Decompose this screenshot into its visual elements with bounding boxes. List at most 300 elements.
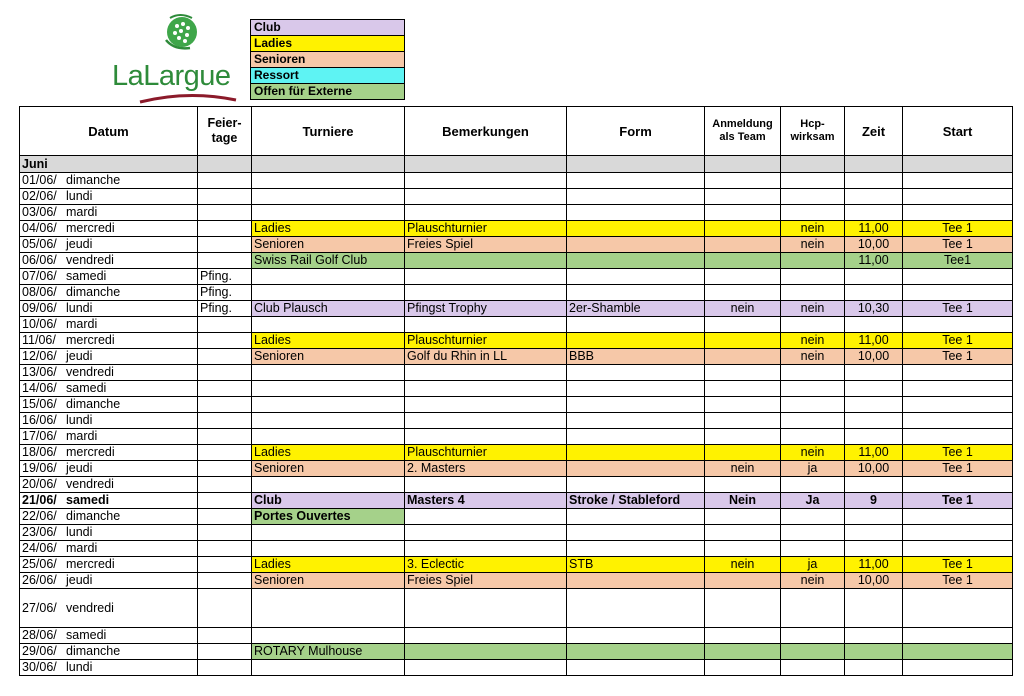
- table-row: [20, 253, 1013, 269]
- hcp-cell: [781, 541, 845, 557]
- hcp-cell: nein: [781, 349, 845, 365]
- start-cell: [903, 628, 1013, 644]
- table-row: [20, 477, 1013, 493]
- bemerkung-cell: 2. Masters: [405, 461, 567, 477]
- date-value: 17/06/: [22, 429, 57, 443]
- bemerkung-cell: [405, 189, 567, 205]
- bemerkung-cell: Pfingst Trophy: [405, 301, 567, 317]
- weekday-value: dimanche: [66, 285, 121, 299]
- form-cell: BBB: [567, 349, 705, 365]
- start-cell: [903, 509, 1013, 525]
- col-header-datum: Datum: [20, 107, 198, 156]
- bemerkung-cell: [405, 269, 567, 285]
- weekday-value: lundi: [66, 301, 93, 315]
- anmeldung-cell: [705, 541, 781, 557]
- col-header-turniere: Turniere: [252, 107, 405, 156]
- hcp-cell: nein: [781, 221, 845, 237]
- date-value: 26/06/: [22, 573, 57, 587]
- turnier-cell: [252, 589, 405, 628]
- turnier-cell: Club: [252, 493, 405, 509]
- date-cell: [20, 589, 198, 628]
- date-cell: [20, 269, 198, 285]
- date-cell: [20, 493, 198, 509]
- date-value: 19/06/: [22, 461, 57, 475]
- form-cell: [567, 525, 705, 541]
- date-value: 10/06/: [22, 317, 57, 331]
- bemerkung-cell: 3. Eclectic: [405, 557, 567, 573]
- turnier-cell: [252, 189, 405, 205]
- zeit-cell: [845, 525, 903, 541]
- table-row: [20, 285, 1013, 301]
- form-cell: [567, 365, 705, 381]
- turnier-cell: Ladies: [252, 557, 405, 573]
- start-cell: Tee1: [903, 253, 1013, 269]
- hcp-cell: [781, 589, 845, 628]
- anmeldung-cell: [705, 333, 781, 349]
- weekday-value: samedi: [66, 628, 107, 642]
- zeit-cell: [845, 365, 903, 381]
- col-header-feiertage: Feier- tage: [198, 107, 252, 156]
- date-cell: [20, 173, 198, 189]
- anmeldung-cell: [705, 317, 781, 333]
- legend-item-club: Club: [251, 20, 405, 36]
- start-cell: [903, 381, 1013, 397]
- bemerkung-cell: [405, 173, 567, 189]
- weekday-value: mardi: [66, 541, 98, 555]
- turnier-cell: Club Plausch: [252, 301, 405, 317]
- start-cell: Tee 1: [903, 493, 1013, 509]
- zeit-cell: [845, 397, 903, 413]
- hcp-cell: [781, 413, 845, 429]
- date-cell: [20, 205, 198, 221]
- weekday-value: dimanche: [66, 644, 121, 658]
- table-row: [20, 445, 1013, 461]
- zeit-cell: [845, 644, 903, 660]
- hcp-cell: ja: [781, 461, 845, 477]
- form-cell: [567, 413, 705, 429]
- col-header-start: Start: [903, 107, 1013, 156]
- zeit-cell: 11,00: [845, 253, 903, 269]
- turnier-cell: [252, 381, 405, 397]
- weekday-value: jeudi: [66, 349, 93, 363]
- table-row: [20, 301, 1013, 317]
- bemerkung-cell: [405, 317, 567, 333]
- hcp-cell: ja: [781, 557, 845, 573]
- table-row: [20, 381, 1013, 397]
- date-cell: [20, 237, 198, 253]
- bemerkung-cell: [405, 541, 567, 557]
- feiertag-cell: [198, 461, 252, 477]
- turnier-cell: [252, 628, 405, 644]
- date-value: 22/06/: [22, 509, 57, 523]
- date-cell: [20, 253, 198, 269]
- bemerkung-cell: Plauschturnier: [405, 221, 567, 237]
- feiertag-cell: [198, 477, 252, 493]
- table-row: [20, 317, 1013, 333]
- date-value: 23/06/: [22, 525, 57, 539]
- date-value: 30/06/: [22, 660, 57, 674]
- bemerkung-cell: [405, 509, 567, 525]
- date-value: 14/06/: [22, 381, 57, 395]
- start-cell: [903, 525, 1013, 541]
- start-cell: [903, 589, 1013, 628]
- turnier-cell: Senioren: [252, 573, 405, 589]
- table-row: [20, 461, 1013, 477]
- bemerkung-cell: [405, 365, 567, 381]
- anmeldung-cell: [705, 205, 781, 221]
- bemerkung-cell: [405, 381, 567, 397]
- anmeldung-cell: [705, 509, 781, 525]
- date-cell: [20, 349, 198, 365]
- zeit-cell: [845, 189, 903, 205]
- bemerkung-cell: [405, 644, 567, 660]
- date-cell: [20, 365, 198, 381]
- date-value: 11/06/: [22, 333, 56, 347]
- zeit-cell: [845, 477, 903, 493]
- zeit-cell: [845, 205, 903, 221]
- zeit-cell: 9: [845, 493, 903, 509]
- hcp-cell: [781, 285, 845, 301]
- feiertag-cell: [198, 525, 252, 541]
- start-cell: [903, 397, 1013, 413]
- hcp-cell: nein: [781, 237, 845, 253]
- legend-item-senioren: Senioren: [251, 52, 405, 68]
- turnier-cell: [252, 397, 405, 413]
- zeit-cell: [845, 628, 903, 644]
- anmeldung-cell: [705, 477, 781, 493]
- date-cell: [20, 317, 198, 333]
- date-cell: [20, 381, 198, 397]
- form-cell: [567, 317, 705, 333]
- date-value: 07/06/: [22, 269, 57, 283]
- form-cell: [567, 221, 705, 237]
- start-cell: [903, 477, 1013, 493]
- weekday-value: mardi: [66, 317, 98, 331]
- zeit-cell: 10,00: [845, 573, 903, 589]
- start-cell: Tee 1: [903, 461, 1013, 477]
- hcp-cell: [781, 525, 845, 541]
- table-row: [20, 397, 1013, 413]
- date-cell: [20, 628, 198, 644]
- weekday-value: dimanche: [66, 173, 121, 187]
- table-row: [20, 541, 1013, 557]
- weekday-value: mercredi: [66, 221, 115, 235]
- start-cell: Tee 1: [903, 573, 1013, 589]
- feiertag-cell: [198, 205, 252, 221]
- anmeldung-cell: [705, 381, 781, 397]
- zeit-cell: 10,00: [845, 461, 903, 477]
- col-header-anmeldung: Anmeldung als Team: [705, 107, 781, 156]
- date-cell: [20, 573, 198, 589]
- date-cell: [20, 301, 198, 317]
- form-cell: 2er-Shamble: [567, 301, 705, 317]
- weekday-value: dimanche: [66, 397, 121, 411]
- hcp-cell: nein: [781, 301, 845, 317]
- anmeldung-cell: [705, 573, 781, 589]
- start-cell: [903, 317, 1013, 333]
- logo-swoosh-icon: [138, 92, 238, 106]
- date-value: 01/06/: [22, 173, 57, 187]
- bemerkung-cell: [405, 413, 567, 429]
- turnier-cell: Ladies: [252, 221, 405, 237]
- weekday-value: dimanche: [66, 509, 121, 523]
- form-cell: [567, 589, 705, 628]
- anmeldung-cell: [705, 221, 781, 237]
- anmeldung-cell: [705, 525, 781, 541]
- date-value: 24/06/: [22, 541, 57, 555]
- feiertag-cell: [198, 333, 252, 349]
- date-cell: [20, 461, 198, 477]
- zeit-cell: [845, 381, 903, 397]
- feiertag-cell: [198, 589, 252, 628]
- date-value: 18/06/: [22, 445, 57, 459]
- weekday-value: samedi: [66, 493, 110, 507]
- weekday-value: vendredi: [66, 365, 114, 379]
- form-cell: [567, 461, 705, 477]
- zeit-cell: [845, 589, 903, 628]
- zeit-cell: 10,00: [845, 237, 903, 253]
- weekday-value: jeudi: [66, 461, 93, 475]
- start-cell: [903, 205, 1013, 221]
- zeit-cell: [845, 509, 903, 525]
- date-cell: [20, 445, 198, 461]
- turnier-cell: Ladies: [252, 333, 405, 349]
- anmeldung-cell: nein: [705, 557, 781, 573]
- bemerkung-cell: Freies Spiel: [405, 573, 567, 589]
- turnier-cell: [252, 477, 405, 493]
- bemerkung-cell: [405, 253, 567, 269]
- date-value: 16/06/: [22, 413, 57, 427]
- bemerkung-cell: [405, 429, 567, 445]
- hcp-cell: [781, 477, 845, 493]
- start-cell: [903, 429, 1013, 445]
- form-cell: [567, 573, 705, 589]
- date-cell: [20, 525, 198, 541]
- legend-item-ladies: Ladies: [251, 36, 405, 52]
- form-cell: [567, 237, 705, 253]
- weekday-value: lundi: [66, 413, 93, 427]
- feiertag-cell: [198, 397, 252, 413]
- feiertag-cell: [198, 253, 252, 269]
- turnier-cell: [252, 429, 405, 445]
- col-header-form: Form: [567, 107, 705, 156]
- feiertag-cell: Pfing.: [198, 269, 252, 285]
- legend-item-externe: Offen für Externe: [251, 84, 405, 100]
- weekday-value: lundi: [66, 660, 93, 674]
- anmeldung-cell: [705, 173, 781, 189]
- table-row: [20, 644, 1013, 660]
- table-row: [20, 573, 1013, 589]
- start-cell: Tee 1: [903, 349, 1013, 365]
- hcp-cell: [781, 365, 845, 381]
- date-value: 08/06/: [22, 285, 57, 299]
- anmeldung-cell: nein: [705, 461, 781, 477]
- bemerkung-cell: Freies Spiel: [405, 237, 567, 253]
- turnier-cell: [252, 525, 405, 541]
- bemerkung-cell: Masters 4: [405, 493, 567, 509]
- bemerkung-cell: Golf du Rhin in LL: [405, 349, 567, 365]
- date-value: 21/06/: [22, 493, 57, 507]
- bemerkung-cell: Plauschturnier: [405, 445, 567, 461]
- zeit-cell: [845, 173, 903, 189]
- anmeldung-cell: [705, 628, 781, 644]
- feiertag-cell: [198, 557, 252, 573]
- turnier-cell: [252, 269, 405, 285]
- anmeldung-cell: [705, 349, 781, 365]
- weekday-value: mercredi: [66, 557, 115, 571]
- weekday-value: lundi: [66, 189, 93, 203]
- anmeldung-cell: [705, 589, 781, 628]
- bemerkung-cell: [405, 285, 567, 301]
- turnier-cell: [252, 541, 405, 557]
- weekday-value: mardi: [66, 429, 98, 443]
- feiertag-cell: [198, 221, 252, 237]
- date-cell: [20, 660, 198, 676]
- form-cell: [567, 397, 705, 413]
- date-value: 28/06/: [22, 628, 57, 642]
- feiertag-cell: [198, 365, 252, 381]
- form-cell: STB: [567, 557, 705, 573]
- feiertag-cell: [198, 541, 252, 557]
- feiertag-cell: [198, 237, 252, 253]
- form-cell: [567, 660, 705, 676]
- anmeldung-cell: Nein: [705, 493, 781, 509]
- feiertag-cell: [198, 317, 252, 333]
- start-cell: [903, 541, 1013, 557]
- form-cell: [567, 189, 705, 205]
- weekday-value: vendredi: [66, 253, 114, 267]
- turnier-cell: Ladies: [252, 445, 405, 461]
- hcp-cell: nein: [781, 333, 845, 349]
- form-cell: [567, 445, 705, 461]
- anmeldung-cell: [705, 429, 781, 445]
- form-cell: [567, 644, 705, 660]
- weekday-value: jeudi: [66, 573, 93, 587]
- table-row: [20, 205, 1013, 221]
- turnier-cell: [252, 413, 405, 429]
- anmeldung-cell: nein: [705, 301, 781, 317]
- table-row: [20, 660, 1013, 676]
- start-cell: [903, 413, 1013, 429]
- feiertag-cell: [198, 644, 252, 660]
- date-value: 06/06/: [22, 253, 57, 267]
- golf-ball-icon: [160, 10, 204, 54]
- feiertag-cell: [198, 493, 252, 509]
- date-cell: [20, 413, 198, 429]
- zeit-cell: [845, 413, 903, 429]
- zeit-cell: [845, 285, 903, 301]
- hcp-cell: [781, 397, 845, 413]
- table-row: [20, 333, 1013, 349]
- date-cell: [20, 477, 198, 493]
- form-cell: [567, 333, 705, 349]
- zeit-cell: 11,00: [845, 445, 903, 461]
- weekday-value: samedi: [66, 381, 107, 395]
- col-header-zeit: Zeit: [845, 107, 903, 156]
- date-cell: [20, 221, 198, 237]
- date-cell: [20, 644, 198, 660]
- hcp-cell: [781, 253, 845, 269]
- turnier-cell: Senioren: [252, 461, 405, 477]
- bemerkung-cell: Plauschturnier: [405, 333, 567, 349]
- form-cell: [567, 429, 705, 445]
- hcp-cell: [781, 205, 845, 221]
- turnier-cell: [252, 660, 405, 676]
- anmeldung-cell: [705, 397, 781, 413]
- start-cell: [903, 365, 1013, 381]
- table-row: [20, 237, 1013, 253]
- turnier-cell: [252, 285, 405, 301]
- date-cell: [20, 333, 198, 349]
- hcp-cell: Ja: [781, 493, 845, 509]
- date-value: 25/06/: [22, 557, 57, 571]
- lalargue-logo: [108, 10, 250, 102]
- form-cell: [567, 477, 705, 493]
- start-cell: [903, 285, 1013, 301]
- hcp-cell: [781, 660, 845, 676]
- table-row: [20, 509, 1013, 525]
- anmeldung-cell: [705, 660, 781, 676]
- col-header-hcp: Hcp- wirksam: [781, 107, 845, 156]
- anmeldung-cell: [705, 365, 781, 381]
- feiertag-cell: [198, 628, 252, 644]
- legend-item-ressort: Ressort: [251, 68, 405, 84]
- date-cell: [20, 557, 198, 573]
- start-cell: [903, 189, 1013, 205]
- zeit-cell: [845, 660, 903, 676]
- form-cell: [567, 269, 705, 285]
- header-row: [20, 107, 1013, 156]
- start-cell: Tee 1: [903, 333, 1013, 349]
- bemerkung-cell: [405, 660, 567, 676]
- weekday-value: samedi: [66, 269, 107, 283]
- date-value: 02/06/: [22, 189, 57, 203]
- table-row: [20, 413, 1013, 429]
- turnier-cell: Senioren: [252, 237, 405, 253]
- table-row: [20, 429, 1013, 445]
- table-row: [20, 525, 1013, 541]
- feiertag-cell: [198, 381, 252, 397]
- date-value: 13/06/: [22, 365, 57, 379]
- date-cell: [20, 285, 198, 301]
- hcp-cell: [781, 269, 845, 285]
- hcp-cell: [781, 317, 845, 333]
- date-cell: [20, 541, 198, 557]
- form-cell: [567, 381, 705, 397]
- date-value: 09/06/: [22, 301, 57, 315]
- hcp-cell: [781, 509, 845, 525]
- table-row: [20, 269, 1013, 285]
- form-cell: [567, 509, 705, 525]
- turnier-cell: [252, 173, 405, 189]
- date-cell: [20, 429, 198, 445]
- turnier-cell: Senioren: [252, 349, 405, 365]
- start-cell: [903, 269, 1013, 285]
- table-row: [20, 493, 1013, 509]
- feiertag-cell: [198, 509, 252, 525]
- form-cell: [567, 173, 705, 189]
- start-cell: [903, 173, 1013, 189]
- table-row: [20, 221, 1013, 237]
- zeit-cell: [845, 541, 903, 557]
- start-cell: [903, 660, 1013, 676]
- feiertag-cell: Pfing.: [198, 301, 252, 317]
- feiertag-cell: [198, 189, 252, 205]
- table-row: [20, 589, 1013, 628]
- anmeldung-cell: [705, 269, 781, 285]
- bemerkung-cell: [405, 628, 567, 644]
- zeit-cell: [845, 317, 903, 333]
